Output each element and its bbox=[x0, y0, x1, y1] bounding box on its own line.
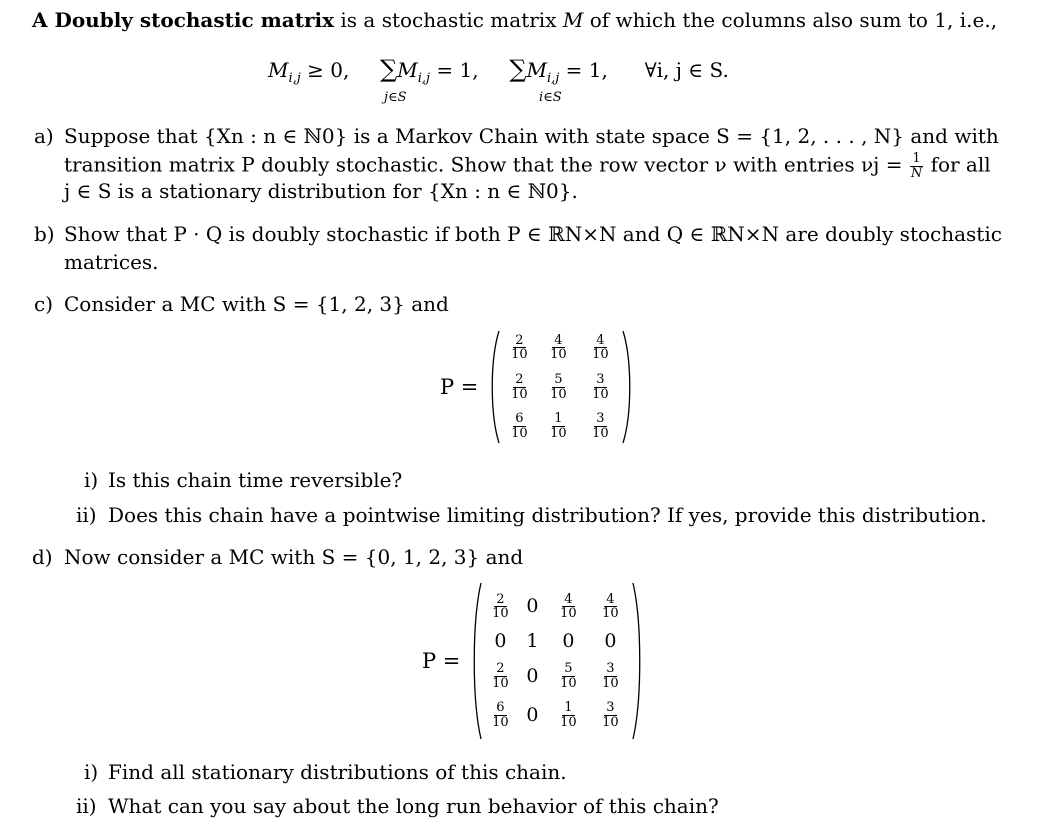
matrix-d-cell-3-3: $\frac{3}{10}$ bbox=[602, 700, 619, 730]
matrix-c-cell-1-2: $\frac{3}{10}$ bbox=[592, 371, 609, 402]
matrix-d-right-paren bbox=[631, 582, 644, 740]
matrix-d-cell-0-0: $\frac{2}{10}$ bbox=[492, 591, 509, 622]
part-c-q2-label: ii) bbox=[76, 503, 97, 527]
matrix-d-cell-1-2: 0 bbox=[562, 629, 575, 652]
part-a-label: a) bbox=[34, 124, 54, 148]
matrix-d-cell-1-0: 0 bbox=[494, 629, 507, 652]
part-c-q1-label: i) bbox=[84, 468, 99, 492]
intro-paragraph bbox=[32, 10, 997, 30]
matrix-d-cell-0-3: $\frac{4}{10}$ bbox=[602, 591, 619, 622]
matrix-d-label: P = bbox=[422, 648, 461, 673]
part-a-fraction: $\frac{1}{N}$ bbox=[910, 151, 923, 181]
sum-2-index: i∈S bbox=[539, 90, 562, 105]
part-d-q2-label: ii) bbox=[76, 794, 97, 818]
matrix-d-grid bbox=[483, 593, 631, 730]
matrix-d-cell-3-2: $\frac{1}{10}$ bbox=[560, 700, 577, 730]
matrix-c-cell-1-0: $\frac{2}{10}$ bbox=[511, 371, 528, 402]
intro-term: A Doubly stochastic matrix bbox=[32, 8, 335, 32]
part-d-q1-text: Find all stationary distributions of this chain. bbox=[108, 760, 567, 784]
sum-1-index: j∈S bbox=[384, 90, 407, 105]
matrix-c-cell-0-1: $\frac{4}{10}$ bbox=[550, 332, 567, 363]
intro-text-2: of which the columns also sum to 1, i.e., bbox=[589, 8, 998, 32]
matrix-c bbox=[440, 330, 634, 444]
matrix-c-cell-2-1: $\frac{1}{10}$ bbox=[550, 411, 567, 441]
part-a-line-2: transition matrix P doubly stochastic. Show that the row vector ν with entries νj = $\frac{1}{N}$ for all bbox=[64, 151, 991, 181]
part-c-line-1: Consider a MC with S = {1, 2, 3} and bbox=[64, 292, 449, 316]
matrix-d-cell-2-3: $\frac{3}{10}$ bbox=[602, 660, 619, 691]
matrix-d-cell-0-1: 0 bbox=[526, 595, 539, 618]
matrix-c-cell-0-2: $\frac{4}{10}$ bbox=[592, 332, 609, 363]
intro-symbol: M bbox=[562, 8, 584, 32]
part-d-line-1: Now consider a MC with S = {0, 1, 2, 3} and bbox=[64, 545, 524, 569]
part-b-label: b) bbox=[34, 222, 55, 246]
matrix-c-cell-0-0: $\frac{2}{10}$ bbox=[511, 332, 528, 363]
matrix-d-cell-0-2: $\frac{4}{10}$ bbox=[560, 591, 577, 622]
matrix-c-left-paren bbox=[488, 330, 501, 444]
matrix-c-right-paren bbox=[621, 330, 634, 444]
matrix-d-cell-1-1: 1 bbox=[526, 629, 539, 652]
matrix-c-cell-1-1: $\frac{5}{10}$ bbox=[550, 371, 567, 402]
matrix-c-cell-2-2: $\frac{3}{10}$ bbox=[592, 411, 609, 441]
part-c-label: c) bbox=[34, 292, 54, 316]
matrix-d-cell-2-0: $\frac{2}{10}$ bbox=[492, 660, 509, 691]
matrix-d-cell-3-0: $\frac{6}{10}$ bbox=[492, 700, 509, 730]
matrix-d-left-paren bbox=[470, 582, 483, 740]
part-d-label: d) bbox=[32, 545, 53, 569]
matrix-d-cell-1-3: 0 bbox=[604, 629, 617, 652]
part-b-line-2: matrices. bbox=[64, 250, 159, 274]
part-c-q2-text: Does this chain have a pointwise limiting distribution? If yes, provide this distribution. bbox=[108, 503, 987, 527]
part-a-line-3: j ∈ S is a stationary distribution for {Xn : n ∈ ℕ0}. bbox=[64, 179, 578, 203]
part-d-q2-text: What can you say about the long run behavior of this chain? bbox=[108, 794, 719, 818]
part-a-line-1: Suppose that {Xn : n ∈ ℕ0} is a Markov Chain with state space S = {1, 2, . . . , N} and with bbox=[64, 124, 999, 148]
part-d-q1-label: i) bbox=[84, 760, 99, 784]
matrix-c-cell-2-0: $\frac{6}{10}$ bbox=[511, 411, 528, 441]
formula-quantifier: ∀i, j ∈ S. bbox=[644, 58, 729, 82]
matrix-d-cell-2-2: $\frac{5}{10}$ bbox=[560, 660, 577, 691]
part-b-line-1: Show that P · Q is doubly stochastic if both P ∈ ℝN×N and Q ∈ ℝN×N are doubly stochastic bbox=[64, 222, 1002, 246]
matrix-c-label: P = bbox=[440, 374, 479, 399]
intro-text-1: is a stochastic matrix bbox=[340, 8, 557, 32]
part-c-q1-text: Is this chain time reversible? bbox=[108, 468, 403, 492]
matrix-c-grid bbox=[501, 334, 621, 441]
matrix-d-cell-2-1: 0 bbox=[526, 664, 539, 687]
matrix-d bbox=[422, 582, 644, 740]
definition-formula: $M_{i,j} \ge 0$, $\sum M_{i,j} = 1$, $\sum M_{i,j} = 1$, ∀i, j ∈ S. bbox=[268, 55, 729, 86]
matrix-d-cell-3-1: 0 bbox=[526, 703, 539, 726]
